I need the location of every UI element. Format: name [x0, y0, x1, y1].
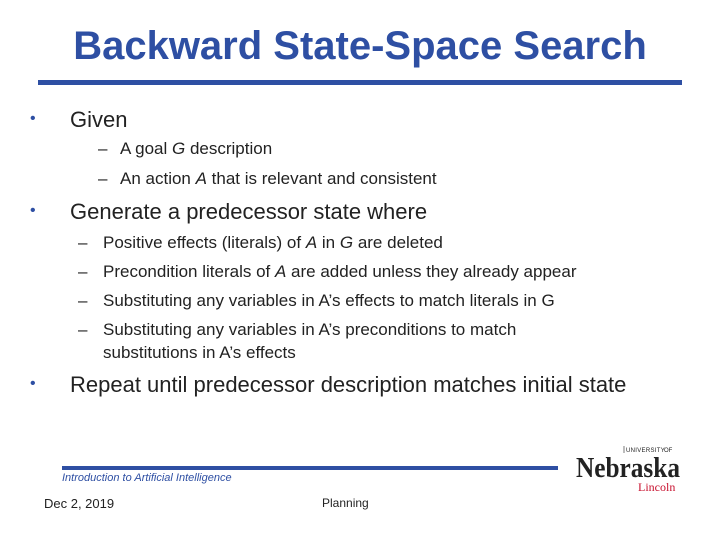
sub-bullet-2-4-text: Substituting any variables in A’s preconditions to match — [103, 320, 517, 339]
bullet-3-text: Repeat until predecessor description matches initial state — [70, 372, 627, 397]
bullet-dot: • — [30, 202, 36, 219]
sub-bullet-1-1-text: A goal G description — [120, 139, 273, 158]
footer-date: Dec 2, 2019 — [44, 496, 115, 511]
sub-dash: – — [78, 233, 88, 252]
university-logo — [574, 440, 684, 496]
footer-course: Introduction to Artificial Intelligence — [62, 472, 232, 484]
sub-dash: – — [78, 262, 88, 281]
logo-of-text: OF — [664, 448, 673, 454]
sub-dash: – — [98, 169, 108, 188]
bullet-dot: • — [30, 375, 36, 392]
logo-university-text: UNIVERSITY — [626, 448, 666, 454]
sub-bullet-1-2-text: An action A that is relevant and consistent — [120, 169, 437, 188]
bullet-1-text: Given — [70, 107, 128, 132]
logo-name-text: Nebraska — [576, 453, 680, 484]
sub-bullet-2-4-continued-text: substitutions in A’s effects — [103, 343, 296, 362]
footer-topic: Planning — [322, 496, 369, 510]
sub-dash: – — [78, 320, 88, 339]
bullet-2-text: Generate a predecessor state where — [70, 199, 428, 224]
sub-dash: – — [98, 139, 108, 158]
title-rule — [38, 80, 682, 85]
footer-rule — [62, 466, 558, 470]
sub-dash: – — [78, 291, 88, 310]
sub-bullet-2-2-text: Precondition literals of A are added unless they already appear — [103, 262, 577, 281]
bullet-dot: • — [30, 110, 36, 127]
logo-campus-text: Lincoln — [638, 480, 676, 494]
sub-bullet-2-1-text: Positive effects (literals) of A in G are deleted — [103, 233, 443, 252]
slide-title: Backward State-Space Search — [73, 24, 647, 68]
sub-bullet-2-3-text: Substituting any variables in A’s effects to match literals in G — [103, 291, 555, 310]
